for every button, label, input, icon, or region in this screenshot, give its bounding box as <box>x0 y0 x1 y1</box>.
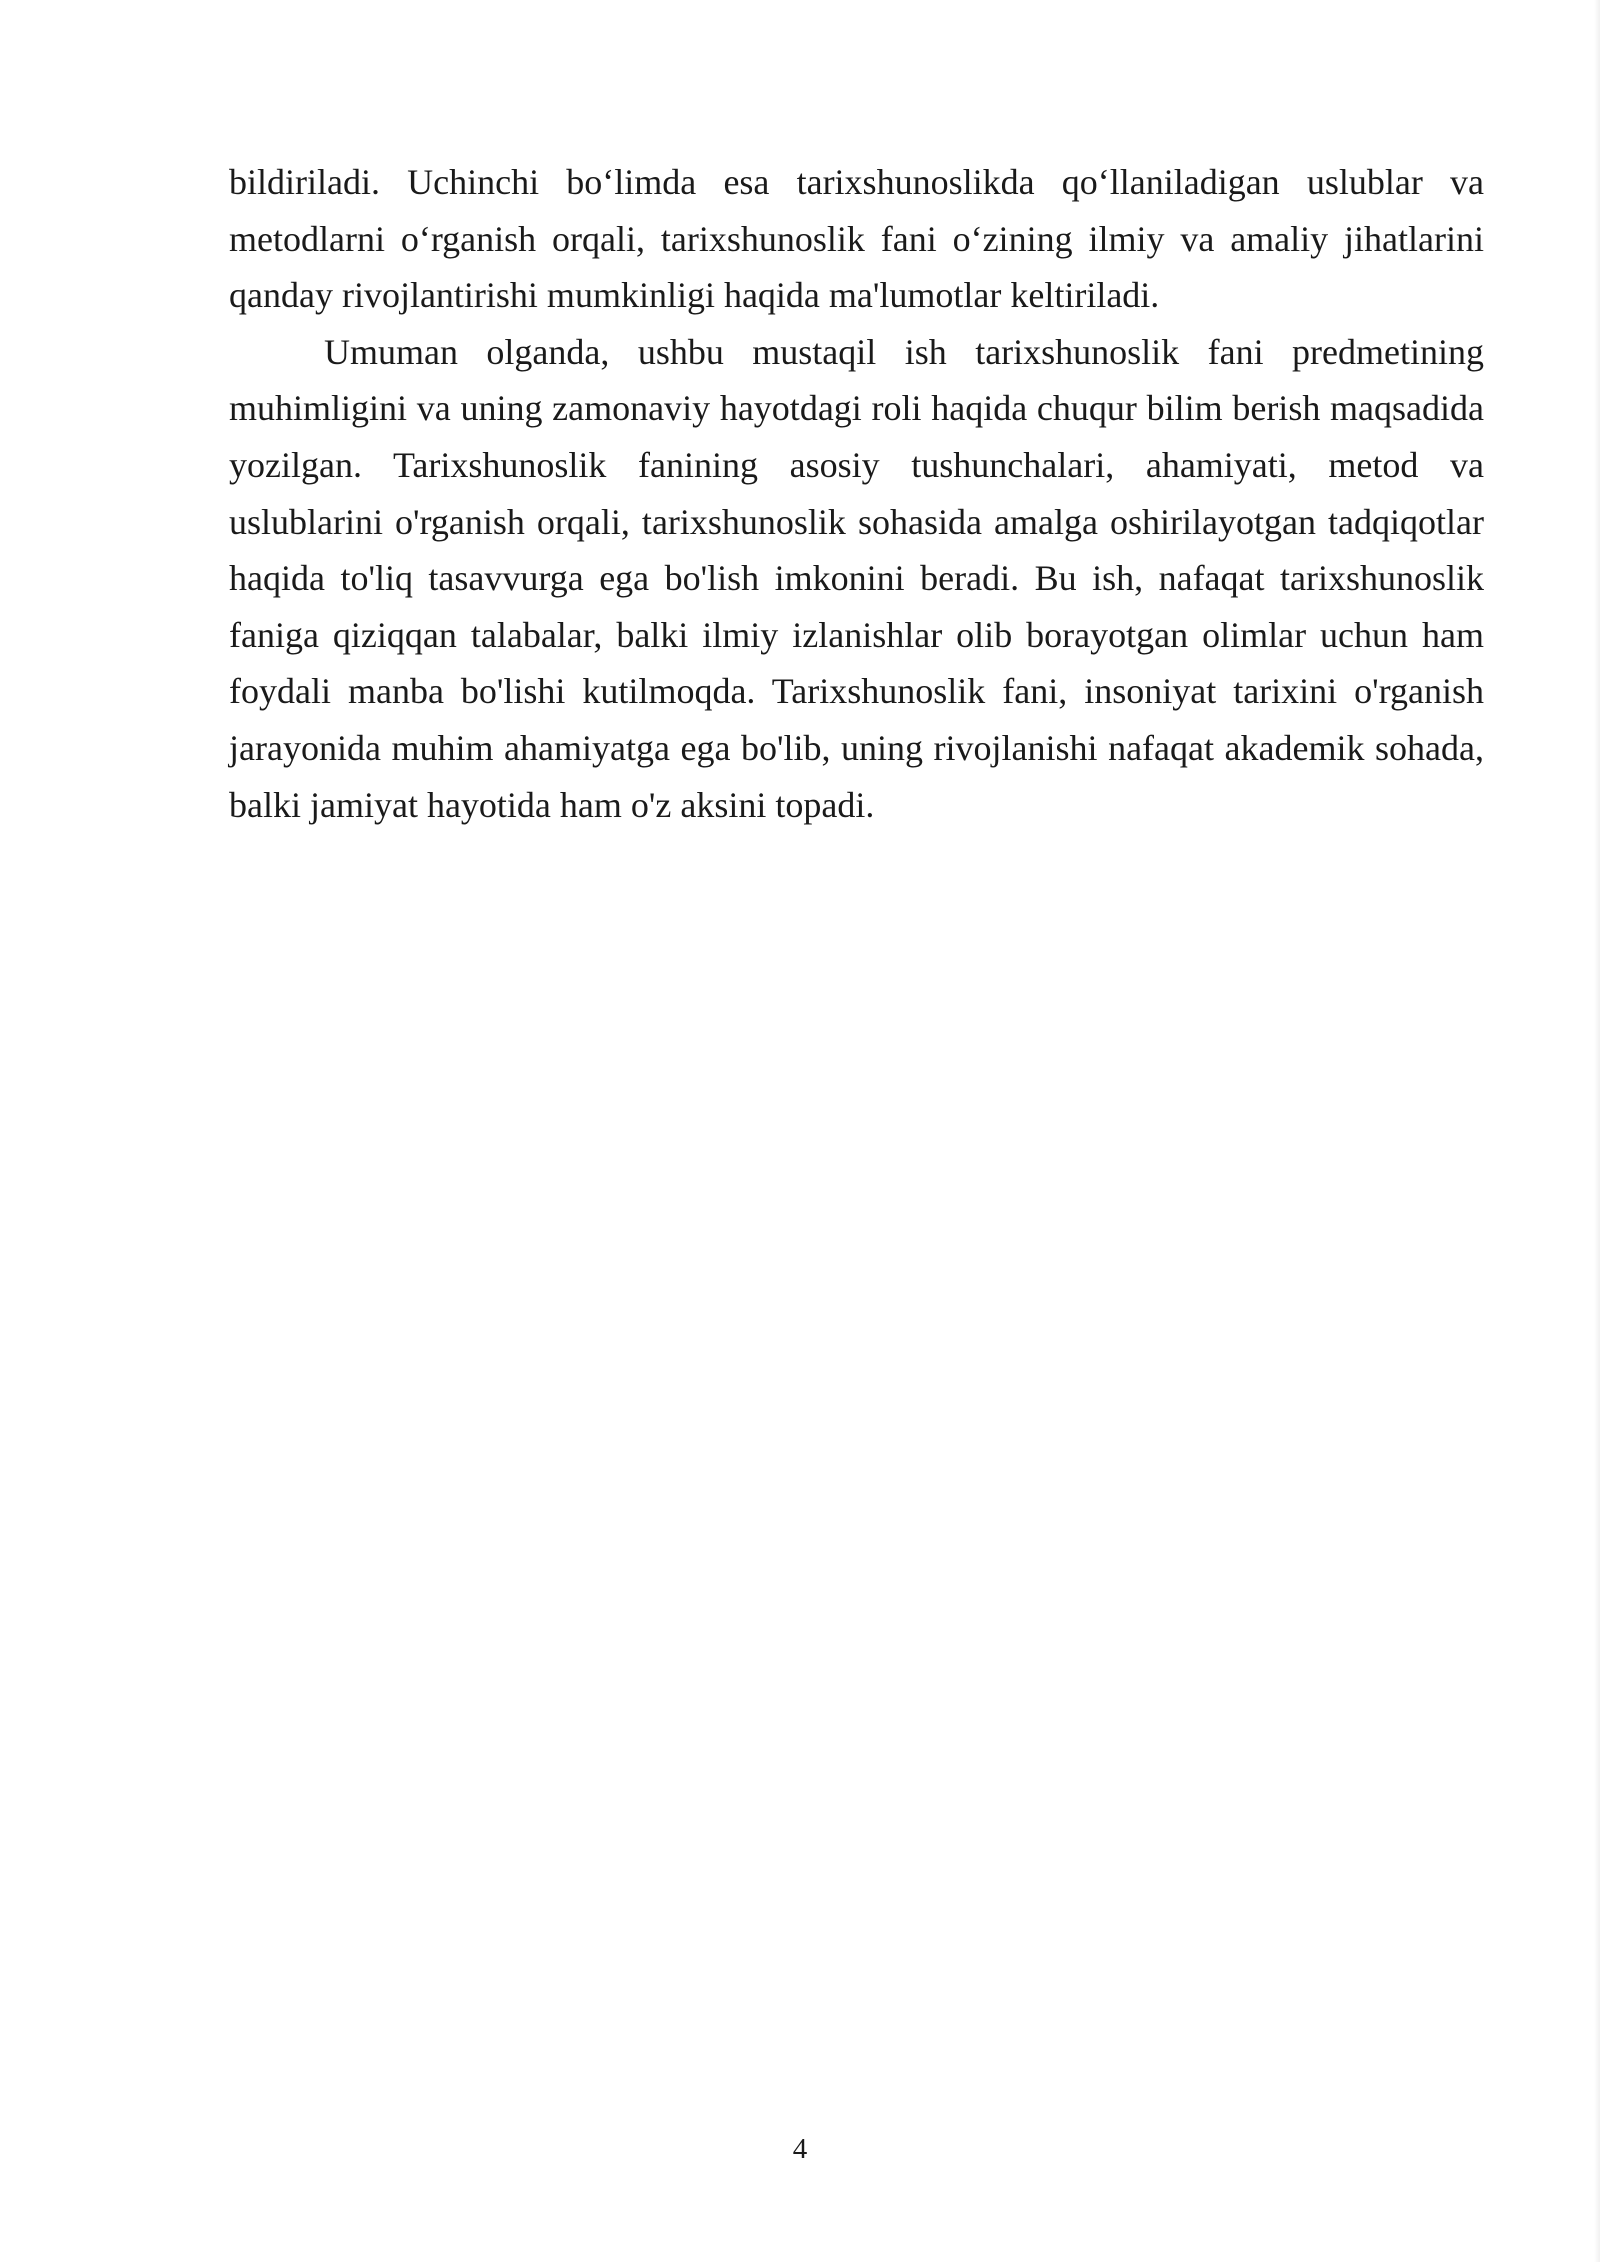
paragraph-continuation: bildiriladi. Uchinchi bo‘limda esa tarixshunoslikda qo‘llaniladigan uslublar va metodlarni o‘rganish orqali, tarixshunoslik fani o‘zining ilmiy va amaliy jihatlarini qanday rivojlantirishi mumkinligi haqida ma'lumotlar keltiriladi. <box>229 162 1484 316</box>
body-text <box>229 154 1484 833</box>
paragraph-summary: Umuman olganda, ushbu mustaqil ish tarixshunoslik fani predmetining muhimligini va uning zamonaviy hayotdagi roli haqida chuqur bilim berish maqsadida yozilgan. Tarixshunoslik fanining asosiy tushunchalari, ahamiyati, metod va uslublarini o'rganish orqali, tarixshunoslik sohasida amalga oshirilayotgan tadqiqotlar haqida to'liq tasavvurga ega bo'lish imkonini beradi. Bu ish, nafaqat tarixshunoslik faniga qiziqqan talabalar, balki ilmiy izlanishlar olib borayotgan olimlar uchun ham foydali manba bo'lishi kutilmoqda. Tarixshunoslik fani, insoniyat tarixini o'rganish jarayonida muhim ahamiyatga ega bo'lib, uning rivojlanishi nafaqat akademik sohada, balki jamiyat hayotida ham o'z aksini topadi. <box>229 331 1484 825</box>
page-edge-shadow <box>1594 0 1600 2262</box>
page-number: 4 <box>792 2133 808 2165</box>
